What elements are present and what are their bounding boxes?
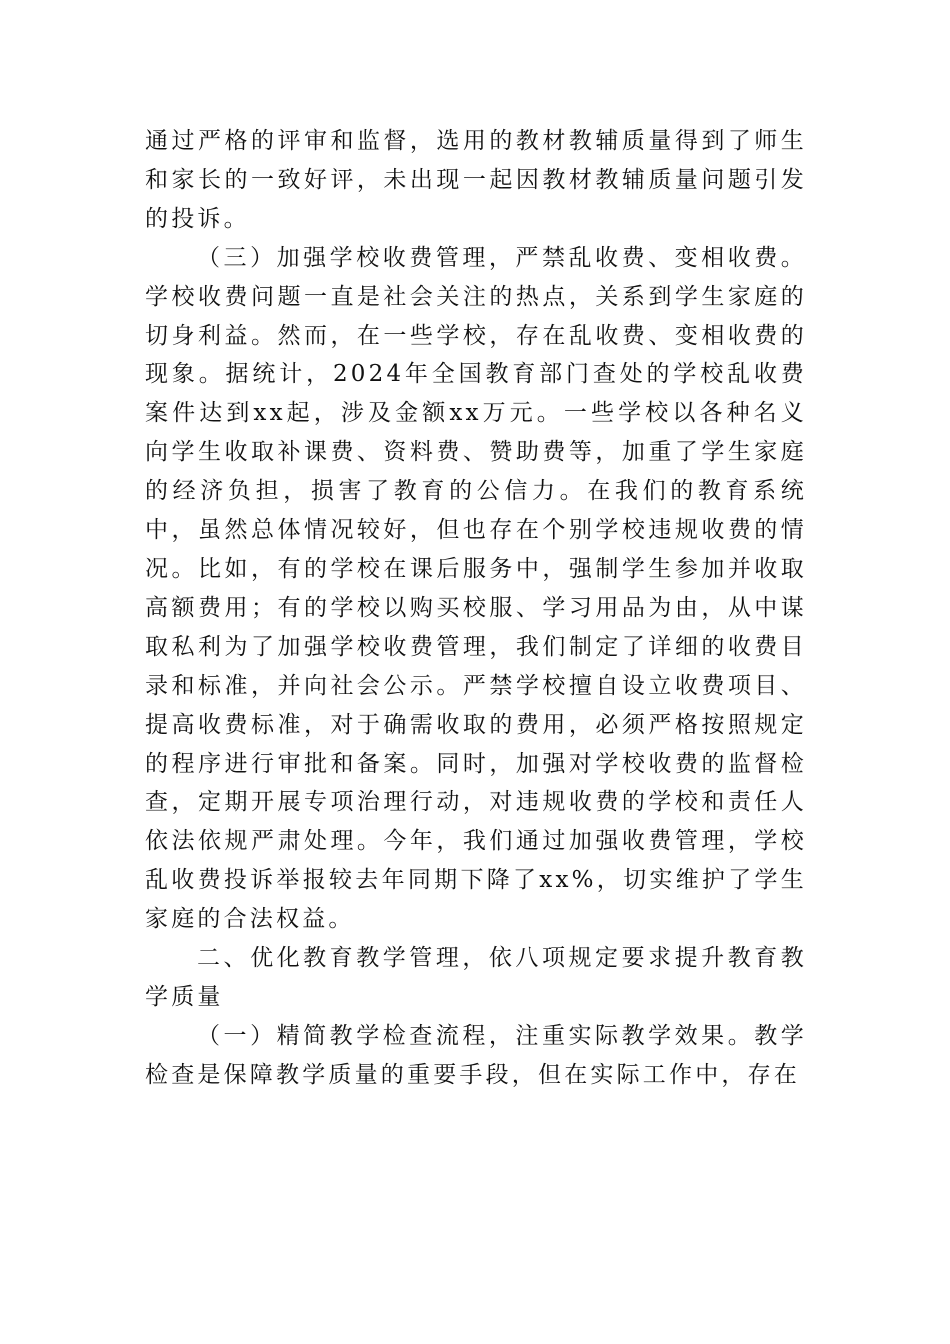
section-heading-two: 二、优化教育教学管理，依八项规定要求提升教育教学质量 (145, 945, 807, 1010)
paragraph-fee-management: （三）加强学校收费管理，严禁乱收费、变相收费。学校收费问题一直是社会关注的热点，关系到学生家庭的切身利益。然而，在一些学校，存在乱收费、变相收费的现象。据统计，2024年全国教育部门查处的学校乱收费案件达到xx起，涉及金额xx万元。一些学校以各种名义向学生收取补课费、资料费、赞助费等，加重了学生家庭的经济负担，损害了教育的公信力。在我们的教育系统中，虽然总体情况较好，但也存在个别学校违规收费的情况。比如，有的学校在课后服务中，强制学生参加并收取高额费用；有的学校以购买校服、学习用品为由，从中谋取私利为了加强学校收费管理，我们制定了详细的收费目录和标准，并向社会公示。严禁学校擅自设立收费项目、提高收费标准，对于确需收取的费用，必须严格按照规定的程序进行审批和备案。同时，加强对学校收费的监督检查，定期开展专项治理行动，对违规收费的学校和责任人依法依规严肃处理。今年，我们通过加强收费管理，学校乱收费投诉举报较去年同期下降了xx%，切实维护了学生家庭的合法权益。 (145, 244, 807, 933)
paragraph-continuation: 通过严格的评审和监督，选用的教材教辅质量得到了师生和家长的一致好评，未出现一起因教材教辅质量问题引发的投诉。 (145, 128, 807, 232)
paragraph-teaching-inspection: （一）精简教学检查流程，注重实际教学效果。教学检查是保障教学质量的重要手段，但在实际工作中，存在 (145, 1022, 807, 1088)
document-body (145, 122, 807, 1095)
